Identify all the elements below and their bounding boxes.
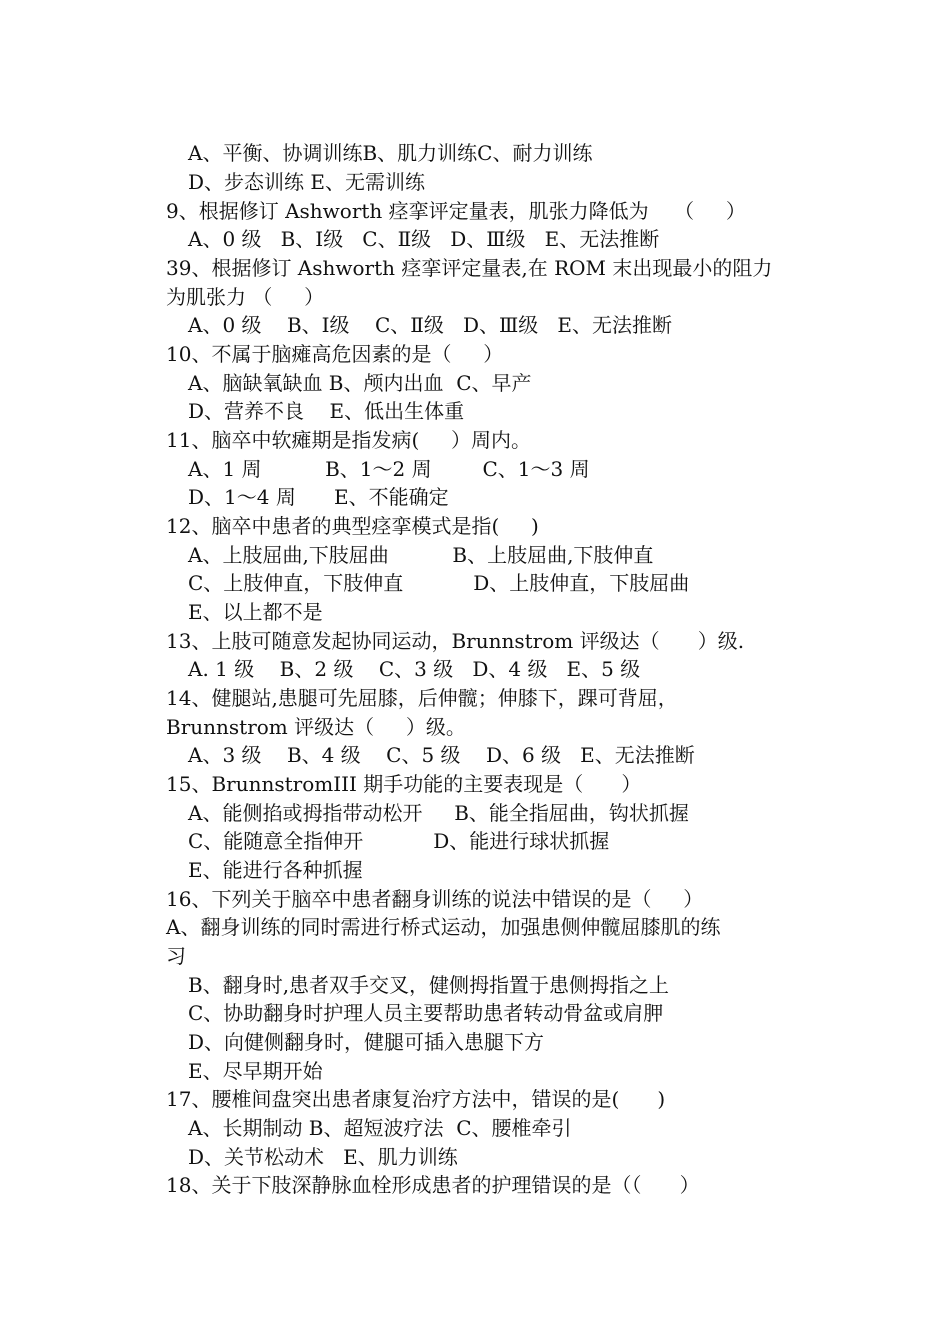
q12-options-line-1: A、上肢屈曲,下肢屈曲 B、上肢屈曲,下肢伸直 — [188, 543, 654, 567]
q14-question-line-2: Brunnstrom 评级达（ ）级。 — [166, 715, 466, 739]
q16-question: 16、下列关于脑卒中患者翻身训练的说法中错误的是（ ） — [166, 887, 704, 911]
q16-option-e: E、尽早期开始 — [188, 1059, 323, 1083]
q9-options: A、0 级 B、Ⅰ级 C、Ⅱ级 D、Ⅲ级 E、无法推断 — [188, 227, 660, 251]
q16-option-d: D、向健侧翻身时，健腿可插入患腿下方 — [188, 1030, 545, 1054]
q16-option-b: B、翻身时,患者双手交叉，健侧拇指置于患侧拇指之上 — [188, 973, 670, 997]
q17-options-line-1: A、长期制动 B、超短波疗法 C、腰椎牵引 — [188, 1116, 572, 1140]
q14-options: A、3 级 B、4 级 C、5 级 D、6 级 E、无法推断 — [188, 743, 695, 767]
q13-question: 13、上肢可随意发起协同运动，Brunnstrom 评级达（ ）级. — [166, 629, 745, 653]
q10-options-line-1: A、脑缺氧缺血 B、颅内出血 C、早产 — [188, 371, 532, 395]
q16-option-a-line-1: A、翻身训练的同时需进行桥式运动，加强患侧伸髋屈膝肌的练 — [166, 915, 721, 939]
q39-question-line-2: 为肌张力 （ ） — [166, 285, 325, 309]
q10-question: 10、不属于脑瘫高危因素的是（ ） — [166, 342, 504, 366]
q15-options-line-2: C、能随意全指伸开 D、能进行球状抓握 — [188, 829, 610, 853]
q11-options-line-2: D、1～4 周 E、不能确定 — [188, 485, 449, 509]
q13-options: A. 1 级 B、2 级 C、3 级 D、4 级 E、5 级 — [188, 657, 641, 681]
q39-options: A、0 级 B、Ⅰ级 C、Ⅱ级 D、Ⅲ级 E、无法推断 — [188, 313, 672, 337]
q12-question: 12、脑卒中患者的典型痉挛模式是指( ) — [166, 514, 539, 538]
q39-question-line-1: 39、根据修订 Ashworth 痉挛评定量表,在 ROM 末出现最小的阻力 — [166, 256, 773, 280]
q15-question: 15、BrunnstromIII 期手功能的主要表现是（ ） — [166, 772, 642, 796]
q11-options-line-1: A、1 周 B、1～2 周 C、1～3 周 — [188, 457, 590, 481]
q18-question: 18、关于下肢深静脉血栓形成患者的护理错误的是（（ ） — [166, 1173, 700, 1197]
q8-options-line-2: D、步态训练 E、无需训练 — [188, 170, 425, 194]
q17-question: 17、腰椎间盘突出患者康复治疗方法中，错误的是( ) — [166, 1087, 666, 1111]
q11-question: 11、脑卒中软瘫期是指发病( ）周内。 — [166, 428, 532, 452]
q14-question-line-1: 14、健腿站,患腿可先屈膝，后伸髋；伸膝下，踝可背屈， — [166, 686, 678, 710]
q15-options-line-3: E、能进行各种抓握 — [188, 858, 363, 882]
q10-options-line-2: D、营养不良 E、低出生体重 — [188, 399, 465, 423]
q9-question: 9、根据修订 Ashworth 痉挛评定量表，肌张力降低为 （ ） — [166, 199, 746, 223]
q15-options-line-1: A、能侧掐或拇指带动松开 B、能全指屈曲，钩状抓握 — [188, 801, 689, 825]
q16-option-c: C、协助翻身时护理人员主要帮助患者转动骨盆或肩胛 — [188, 1001, 664, 1025]
q12-options-line-2: C、上肢伸直，下肢伸直 D、上肢伸直，下肢屈曲 — [188, 571, 690, 595]
q17-options-line-2: D、关节松动术 E、肌力训练 — [188, 1145, 458, 1169]
q8-options-line-1: A、平衡、协调训练B、肌力训练C、耐力训练 — [188, 141, 593, 165]
q12-options-line-3: E、以上都不是 — [188, 600, 323, 624]
q16-option-a-line-2: 习 — [166, 944, 186, 968]
